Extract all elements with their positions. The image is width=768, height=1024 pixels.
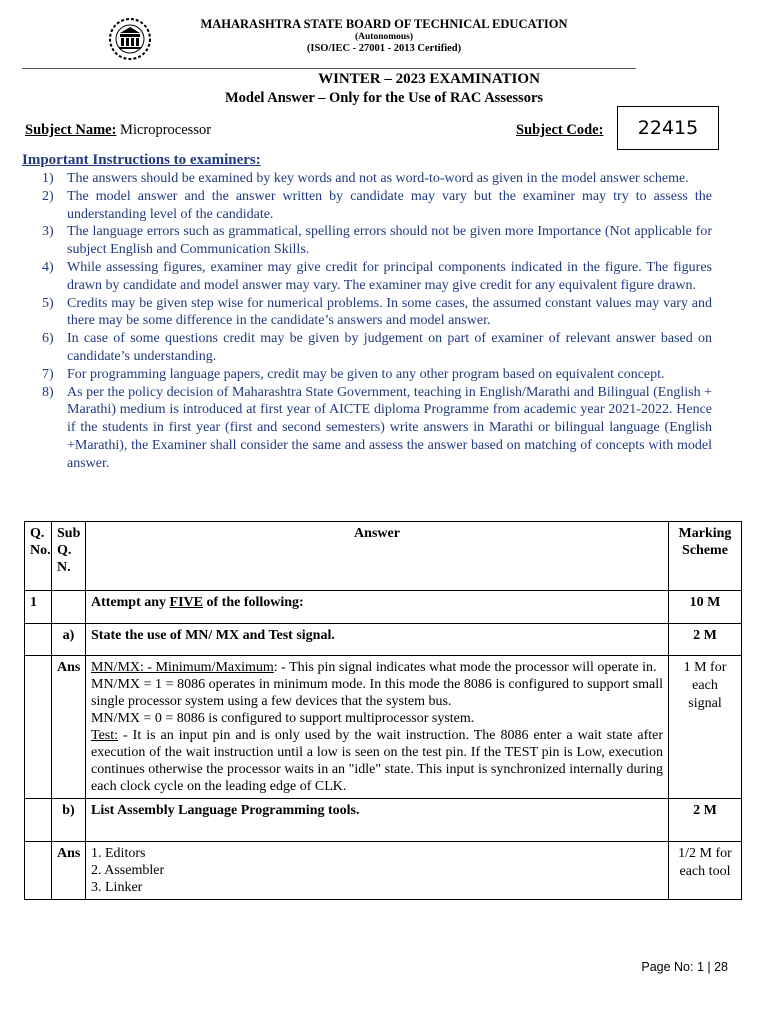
subject-code-box: 22415 xyxy=(617,106,719,150)
qa-sub: a) xyxy=(52,624,86,656)
subject-code-label: Subject Code: xyxy=(516,122,604,138)
qb-question: List Assembly Language Programming tools. xyxy=(86,799,669,842)
qa-number xyxy=(25,624,52,656)
list-item: 3. Linker xyxy=(91,880,143,895)
instruction-num: 6) xyxy=(42,331,54,347)
instruction-item xyxy=(30,295,712,331)
ans-a-marks: 1 M for each signal xyxy=(669,656,742,799)
q1-text-five: FIVE xyxy=(169,595,203,610)
board-iso: (ISO/IEC - 27001 - 2013 Certified) xyxy=(306,43,462,54)
instruction-text: In case of some questions credit may be given by judgement on part of examiner of relevant answer based on candidate’s understanding. xyxy=(67,331,712,364)
instruction-num: 3) xyxy=(42,224,54,240)
header-answer: Answer xyxy=(86,522,669,591)
q1-text-pre: Attempt any xyxy=(91,595,170,610)
table-row-q1 xyxy=(25,591,742,624)
header-divider xyxy=(22,68,636,69)
q1-question xyxy=(86,591,669,624)
ans-b-text xyxy=(86,842,669,900)
instruction-num: 8) xyxy=(42,384,54,400)
instruction-item xyxy=(30,366,712,384)
ans-b-label: Ans xyxy=(52,842,86,900)
page-number: Page No: 1 | 28 xyxy=(641,960,728,974)
ans-b-number xyxy=(25,842,52,900)
exam-subtitle: Model Answer – Only for the Use of RAC Assessors xyxy=(224,90,544,106)
instruction-text: The model answer and the answer written by candidate may vary but the examiner may try to assess the understanding level of the candidate. xyxy=(67,188,712,222)
q1-number: 1 xyxy=(25,591,52,624)
instruction-text: The answers should be examined by key words and not as word-to-word as given in the model answer scheme. xyxy=(67,171,689,186)
q1-sub xyxy=(52,591,86,624)
header-marking-scheme: Marking Scheme xyxy=(669,522,742,591)
instruction-num: 7) xyxy=(42,366,54,382)
board-name: MAHARASHTRA STATE BOARD OF TECHNICAL EDUCATION xyxy=(200,17,568,31)
ans-a-label: Ans xyxy=(52,656,86,799)
instruction-text: Credits may be given step wise for numerical problems. In some cases, the assumed constant values may vary and there may be some difference in the candidate’s answers and model answer. xyxy=(67,295,712,329)
ans-a-test-term: Test: xyxy=(91,728,119,743)
ans-a-p2: MN/MX = 1 = 8086 operates in minimum mode. In this mode the 8086 is configured to support small single processor system using a few devices that the system bus. xyxy=(91,677,663,709)
table-row-ans-a xyxy=(25,656,742,799)
instruction-item xyxy=(30,330,712,366)
table-row-ans-b xyxy=(25,842,742,900)
header-sub-q: Sub Q. N. xyxy=(52,522,86,591)
ans-a-number xyxy=(25,656,52,799)
ans-a-p1: : - This pin signal indicates what mode the processor will operate in. xyxy=(273,660,657,675)
header-q-no: Q. No. xyxy=(25,522,52,591)
subject-name-label: Subject Name: xyxy=(25,122,117,138)
qa-marks: 2 M xyxy=(669,624,742,656)
table-row-qb xyxy=(25,799,742,842)
instruction-item xyxy=(30,170,712,188)
instruction-num: 4) xyxy=(42,259,54,275)
list-item: 1. Editors xyxy=(91,846,146,861)
ans-b-marks: 1/2 M for each tool xyxy=(669,842,742,900)
instruction-text: The language errors such as grammatical, spelling errors should not be given more Importance (Not applicable for subject English and Communication Skills. xyxy=(67,224,712,258)
instruction-item xyxy=(30,384,712,473)
q1-marks: 10 M xyxy=(669,591,742,624)
ans-a-mnmx-term: MN/MX: - Minimum/Maximum xyxy=(91,660,274,675)
exam-title: WINTER – 2023 EXAMINATION xyxy=(318,71,540,87)
subject-code-label-wrap xyxy=(516,122,603,139)
instruction-item xyxy=(30,188,712,224)
qb-marks: 2 M xyxy=(669,799,742,842)
table-row-qa xyxy=(25,624,742,656)
qa-question: State the use of MN/ MX and Test signal. xyxy=(86,624,669,656)
msbte-logo xyxy=(108,17,152,61)
instruction-item xyxy=(30,259,712,295)
answer-table xyxy=(24,521,742,900)
instructions-heading: Important Instructions to examiners: xyxy=(22,152,261,168)
instruction-text: While assessing figures, examiner may give credit for principal components indicated in the figure. The figures drawn by candidate and model answer may vary. The examiner may give credit for any equivalent figure drawn. xyxy=(67,259,712,293)
instruction-num: 5) xyxy=(42,295,54,311)
instruction-num: 2) xyxy=(42,188,54,204)
table-header-row xyxy=(25,522,742,591)
qb-number xyxy=(25,799,52,842)
ans-a-text xyxy=(86,656,669,799)
instruction-text: For programming language papers, credit may be given to any other program based on equivalent concept. xyxy=(67,366,665,382)
qb-sub: b) xyxy=(52,799,86,842)
subject-name-value: Microprocessor xyxy=(120,122,212,138)
ans-a-p4: - It is an input pin and is only used by the wait instruction. The 8086 enter a wait state after execution of the wait instruction until a low is seen on the test pin. If the TEST pin is Low, execution continues otherwise the processor waits in an "idle" state. This input is synchronized internally during each clock cycle on the leading edge of CLK. xyxy=(91,728,663,794)
subject-name xyxy=(25,122,211,139)
instruction-text: As per the policy decision of Maharashtra State Government, teaching in English/Marathi and Bilingual (English + Marathi) medium is introduced at first year of AICTE diploma Programme from academic year 2021-2022. Hence if the students in first year (first and second semesters) write answers in Marathi or bilingual language (English +Marathi), the Examiner shall consider the same and assess the answer based on matching of concepts with model answer. xyxy=(67,384,712,471)
instruction-item xyxy=(30,223,712,259)
ans-a-p3: MN/MX = 0 = 8086 is configured to support multiprocessor system. xyxy=(91,711,475,726)
instructions-list xyxy=(30,170,712,473)
q1-text-post: of the following: xyxy=(203,595,304,610)
board-autonomous: (Autonomous) xyxy=(354,32,414,42)
instruction-num: 1) xyxy=(42,171,54,186)
list-item: 2. Assembler xyxy=(91,863,165,878)
